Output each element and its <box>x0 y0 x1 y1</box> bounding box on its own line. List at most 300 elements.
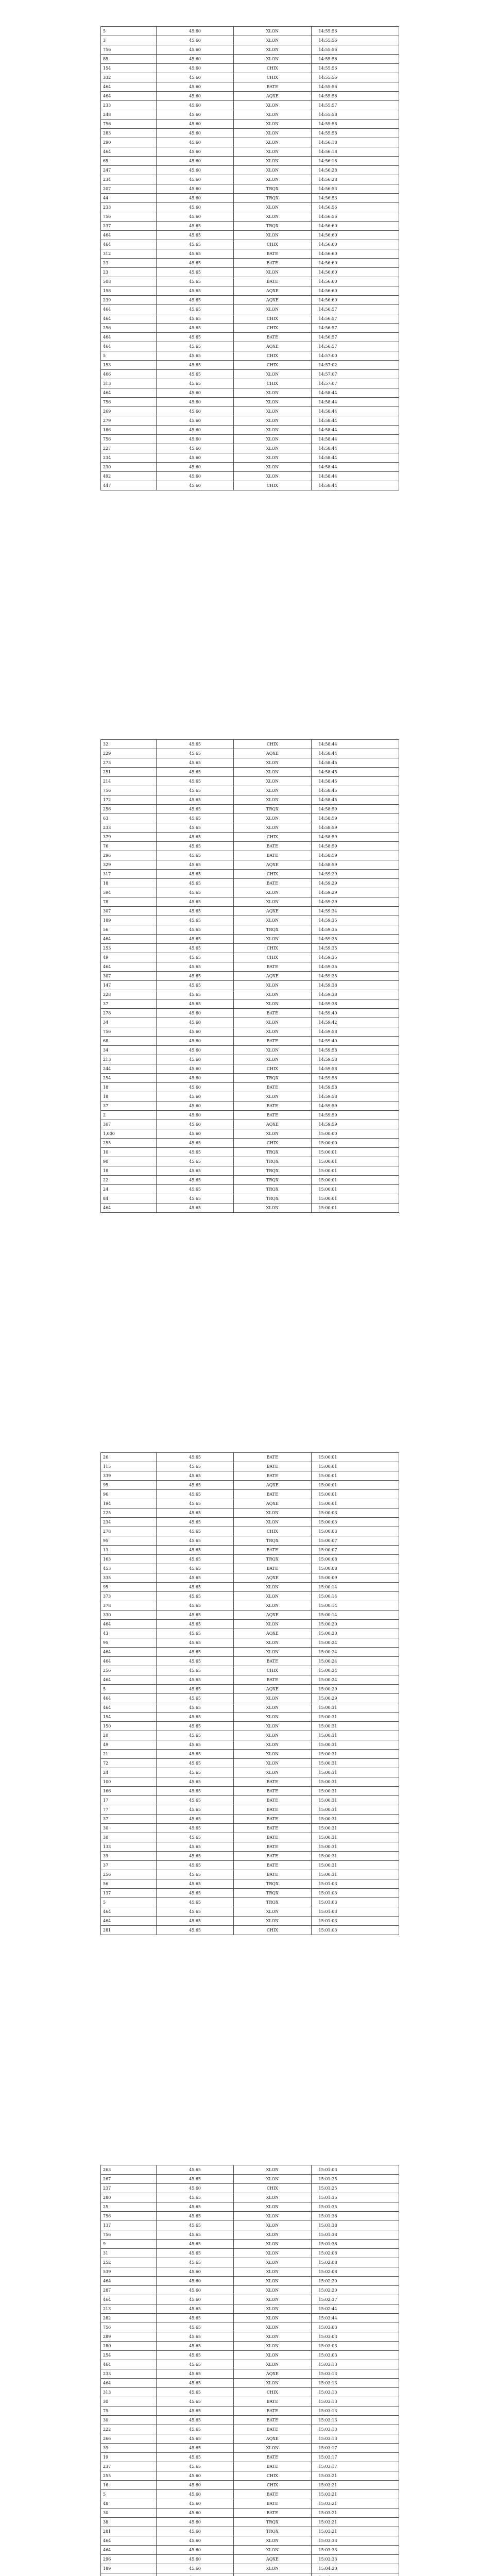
price-cell: 45.65 <box>156 2379 233 2388</box>
volume-cell: 5 <box>101 351 157 361</box>
volume-cell: 330 <box>101 1611 157 1620</box>
volume-cell: 256 <box>101 805 157 814</box>
venue-cell: TRQX <box>234 1148 311 1157</box>
table-row <box>101 1194 399 1204</box>
price-cell: 45.65 <box>156 1148 233 1157</box>
price-cell: 45.65 <box>156 259 233 268</box>
venue-cell: XLON <box>234 1204 311 1213</box>
volume-cell: 453 <box>101 1564 157 1573</box>
venue-cell: XLON <box>234 2379 311 2388</box>
table-row <box>101 314 399 324</box>
table-row <box>101 453 399 463</box>
volume-cell: 189 <box>101 2564 157 2573</box>
table-row <box>101 2490 399 2499</box>
time-cell: 14:58:44 <box>311 740 399 749</box>
venue-cell: BATE <box>234 1101 311 1111</box>
venue-cell: XLON <box>234 2258 311 2267</box>
volume-cell: 464 <box>101 240 157 249</box>
volume-cell: 263 <box>101 2165 157 2175</box>
venue-cell: XLON <box>234 2165 311 2175</box>
venue-cell: BATE <box>234 1453 311 1462</box>
time-cell: 15:00:29 <box>311 1694 399 1703</box>
table-row <box>101 407 399 416</box>
volume-cell: 756 <box>101 212 157 222</box>
venue-cell: CHIX <box>234 2471 311 2481</box>
table-row <box>101 981 399 990</box>
venue-cell: XLON <box>234 2314 311 2323</box>
venue-cell: XLON <box>234 444 311 453</box>
volume-cell: 49 <box>101 953 157 962</box>
time-cell: 14:58:44 <box>311 407 399 416</box>
time-cell: 15:02:08 <box>311 2267 399 2277</box>
venue-cell: CHIX <box>234 1666 311 1675</box>
time-cell: 15:01:03 <box>311 2165 399 2175</box>
price-cell: 45.65 <box>156 907 233 916</box>
venue-cell: TRQX <box>234 1194 311 1204</box>
time-cell: 15:02:08 <box>311 2249 399 2258</box>
venue-cell: XLON <box>234 777 311 786</box>
price-cell: 45.65 <box>156 1889 233 1898</box>
table-row <box>101 1592 399 1601</box>
volume-cell: 464 <box>101 305 157 314</box>
venue-cell: AQXE <box>234 1611 311 1620</box>
volume-cell: 37 <box>101 1861 157 1870</box>
venue-cell: XLON <box>234 157 311 166</box>
time-cell: 15:00:08 <box>311 1555 399 1564</box>
time-cell: 15:00:01 <box>311 1453 399 1462</box>
venue-cell: XLON <box>234 1722 311 1731</box>
table-row <box>101 1768 399 1777</box>
trade-table-page-2 <box>100 739 399 1213</box>
table-row <box>101 1527 399 1536</box>
venue-cell: CHIX <box>234 1527 311 1536</box>
volume-cell: 95 <box>101 1583 157 1592</box>
time-cell: 14:56:60 <box>311 240 399 249</box>
venue-cell: CHIX <box>234 361 311 370</box>
volume-cell: 756 <box>101 398 157 407</box>
price-cell: 45.65 <box>156 296 233 305</box>
table-row <box>101 370 399 379</box>
venue-cell: TRQX <box>234 1176 311 1185</box>
volume-cell: 229 <box>101 749 157 758</box>
price-cell: 45.65 <box>156 1499 233 1509</box>
time-cell: 15:01:38 <box>311 2230 399 2240</box>
venue-cell: BATE <box>234 1657 311 1666</box>
price-cell: 45.60 <box>156 2184 233 2193</box>
price-cell: 45.65 <box>156 1509 233 1518</box>
table-row <box>101 2379 399 2388</box>
venue-cell: XLON <box>234 36 311 45</box>
price-cell: 45.65 <box>156 2444 233 2453</box>
venue-cell: AQXE <box>234 1499 311 1509</box>
time-cell: 14:58:44 <box>311 749 399 758</box>
time-cell: 15:00:31 <box>311 1703 399 1713</box>
time-cell: 15:01:03 <box>311 1898 399 1907</box>
venue-cell: CHIX <box>234 944 311 953</box>
time-cell: 15:03:13 <box>311 2416 399 2425</box>
table-row <box>101 45 399 55</box>
time-cell: 14:56:60 <box>311 286 399 296</box>
price-cell: 45.60 <box>156 2471 233 2481</box>
time-cell: 15:03:13 <box>311 2388 399 2397</box>
table-row <box>101 1648 399 1657</box>
volume-cell: 464 <box>101 1675 157 1685</box>
table-row <box>101 999 399 1009</box>
venue-cell: AQXE <box>234 749 311 758</box>
time-cell: 15:03:21 <box>311 2509 399 2518</box>
time-cell: 15:00:31 <box>311 1777 399 1787</box>
volume-cell: 77 <box>101 1805 157 1815</box>
table-row <box>101 1870 399 1879</box>
trade-table <box>100 1452 399 1935</box>
venue-cell: CHIX <box>234 1139 311 1148</box>
time-cell: 14:55:58 <box>311 120 399 129</box>
venue-cell: AQXE <box>234 1573 311 1583</box>
time-cell: 14:59:59 <box>311 1101 399 1111</box>
time-cell: 15:00:31 <box>311 1740 399 1750</box>
price-cell: 45.60 <box>156 426 233 435</box>
venue-cell: AQXE <box>234 1629 311 1638</box>
time-cell: 14:58:59 <box>311 823 399 833</box>
table-row <box>101 472 399 481</box>
volume-cell: 30 <box>101 2416 157 2425</box>
price-cell: 45.60 <box>156 27 233 36</box>
venue-cell: AQXE <box>234 2369 311 2379</box>
price-cell: 45.60 <box>156 1120 233 1129</box>
volume-cell: 464 <box>101 1204 157 1213</box>
time-cell: 14:55:56 <box>311 73 399 82</box>
venue-cell: CHIX <box>234 351 311 361</box>
time-cell: 15:00:31 <box>311 1870 399 1879</box>
volume-cell: 248 <box>101 110 157 120</box>
table-row <box>101 166 399 175</box>
table-row <box>101 249 399 259</box>
table-row <box>101 268 399 277</box>
volume-cell: 154 <box>101 1713 157 1722</box>
table-row <box>101 1713 399 1722</box>
time-cell: 15:00:31 <box>311 1796 399 1805</box>
table-row <box>101 110 399 120</box>
price-cell: 45.65 <box>156 1601 233 1611</box>
volume-cell: 464 <box>101 1694 157 1703</box>
venue-cell: XLON <box>234 1703 311 1713</box>
table-row <box>101 1092 399 1101</box>
price-cell: 45.65 <box>156 314 233 324</box>
venue-cell: BATE <box>234 1675 311 1685</box>
venue-cell: CHIX <box>234 2388 311 2397</box>
table-row <box>101 1583 399 1592</box>
table-row <box>101 842 399 851</box>
table-row <box>101 1536 399 1546</box>
price-cell: 45.65 <box>156 1917 233 1926</box>
table-row <box>101 231 399 240</box>
price-cell: 45.65 <box>156 1194 233 1204</box>
volume-cell: 237 <box>101 222 157 231</box>
volume-cell: 335 <box>101 1573 157 1583</box>
venue-cell: XLON <box>234 1601 311 1611</box>
volume-cell: 253 <box>101 944 157 953</box>
time-cell: 15:00:31 <box>311 1815 399 1824</box>
venue-cell: BATE <box>234 1824 311 1833</box>
price-cell: 45.65 <box>156 981 233 990</box>
table-row <box>101 1101 399 1111</box>
table-row <box>101 388 399 398</box>
price-cell: 45.60 <box>156 1064 233 1074</box>
time-cell: 15:00:08 <box>311 1564 399 1573</box>
venue-cell: XLON <box>234 110 311 120</box>
venue-cell: BATE <box>234 1777 311 1787</box>
volume-cell: 34 <box>101 1046 157 1055</box>
time-cell <box>311 2573 399 2576</box>
venue-cell: XLON <box>234 388 311 398</box>
volume-cell: 186 <box>101 426 157 435</box>
venue-cell: XLON <box>234 2546 311 2555</box>
price-cell: 45.65 <box>156 2304 233 2314</box>
price-cell: 45.60 <box>156 175 233 184</box>
venue-cell: XLON <box>234 1509 311 1518</box>
time-cell: 14:59:35 <box>311 962 399 972</box>
volume-cell: 237 <box>101 2184 157 2193</box>
table-row <box>101 2444 399 2453</box>
time-cell: 14:58:45 <box>311 758 399 768</box>
time-cell: 15:00:03 <box>311 1527 399 1536</box>
price-cell: 45.65 <box>156 972 233 981</box>
price-cell: 45.65 <box>156 2230 233 2240</box>
table-row <box>101 1185 399 1194</box>
volume-cell: 154 <box>101 64 157 73</box>
table-row <box>101 2406 399 2416</box>
venue-cell: XLON <box>234 305 311 314</box>
table-row <box>101 851 399 860</box>
table-row <box>101 1148 399 1157</box>
volume-cell: 307 <box>101 907 157 916</box>
venue-cell: BATE <box>234 2406 311 2416</box>
volume-cell: 233 <box>101 101 157 110</box>
time-cell: 14:59:40 <box>311 1037 399 1046</box>
venue-cell: BATE <box>234 1490 311 1499</box>
time-cell: 15:04:20 <box>311 2564 399 2573</box>
time-cell: 15:00:24 <box>311 1648 399 1657</box>
volume-cell: 279 <box>101 416 157 426</box>
time-cell: 15:01:03 <box>311 1926 399 1935</box>
time-cell: 15:00:01 <box>311 1166 399 1176</box>
table-row <box>101 2564 399 2573</box>
price-cell: 45.65 <box>156 333 233 342</box>
volume-cell: 163 <box>101 1555 157 1564</box>
venue-cell: XLON <box>234 758 311 768</box>
time-cell: 14:58:59 <box>311 842 399 851</box>
table-row <box>101 879 399 888</box>
table-row <box>101 1046 399 1055</box>
volume-cell: 756 <box>101 2230 157 2240</box>
time-cell: 15:00:24 <box>311 1657 399 1666</box>
price-cell: 45.65 <box>156 786 233 795</box>
price-cell: 45.60 <box>156 1027 233 1037</box>
time-cell: 15:00:01 <box>311 1499 399 1509</box>
venue-cell: XLON <box>234 2564 311 2573</box>
table-row <box>101 786 399 795</box>
volume-cell: 227 <box>101 444 157 453</box>
price-cell: 45.65 <box>156 240 233 249</box>
volume-cell: 10 <box>101 1148 157 1157</box>
price-cell: 45.65 <box>156 2416 233 2425</box>
price-cell: 45.60 <box>156 453 233 463</box>
time-cell: 15:00:31 <box>311 1824 399 1833</box>
price-cell: 45.60 <box>156 203 233 212</box>
volume-cell: 19 <box>101 2453 157 2462</box>
price-cell: 45.60 <box>156 120 233 129</box>
venue-cell: XLON <box>234 463 311 472</box>
venue-cell: XLON <box>234 981 311 990</box>
price-cell: 45.65 <box>156 1620 233 1629</box>
time-cell: 14:59:58 <box>311 1074 399 1083</box>
volume-cell: 256 <box>101 1666 157 1675</box>
time-cell: 15:02:08 <box>311 2258 399 2267</box>
table-row <box>101 2351 399 2360</box>
table-row <box>101 2555 399 2564</box>
volume-cell: 339 <box>101 1471 157 1481</box>
venue-cell: XLON <box>234 472 311 481</box>
time-cell: 15:03:13 <box>311 2360 399 2369</box>
table-row <box>101 2342 399 2351</box>
venue-cell: BATE <box>234 1546 311 1555</box>
volume-cell: 254 <box>101 1074 157 1083</box>
price-cell: 45.65 <box>156 1583 233 1592</box>
table-row <box>101 944 399 953</box>
time-cell: 15:00:31 <box>311 1842 399 1852</box>
volume-cell: 5 <box>101 27 157 36</box>
venue-cell: BATE <box>234 842 311 851</box>
volume-cell: 464 <box>101 1648 157 1657</box>
table-row <box>101 92 399 101</box>
venue-cell: BATE <box>234 1796 311 1805</box>
venue-cell: BATE <box>234 2499 311 2509</box>
venue-cell: BATE <box>234 2425 311 2434</box>
venue-cell: XLON <box>234 2342 311 2351</box>
table-row <box>101 758 399 768</box>
time-cell: 15:00:03 <box>311 1509 399 1518</box>
volume-cell: 49 <box>101 1740 157 1750</box>
time-cell: 15:03:17 <box>311 2444 399 2453</box>
volume-cell: 9 <box>101 2240 157 2249</box>
price-cell: 45.65 <box>156 379 233 388</box>
table-row <box>101 333 399 342</box>
price-cell: 45.60 <box>156 1101 233 1111</box>
table-row <box>101 990 399 999</box>
table-row <box>101 2267 399 2277</box>
table-row <box>101 795 399 805</box>
trade-table <box>100 2165 399 2576</box>
venue-cell: XLON <box>234 897 311 907</box>
volume-cell: 233 <box>101 2369 157 2379</box>
venue-cell: BATE <box>234 962 311 972</box>
time-cell: 14:58:44 <box>311 416 399 426</box>
volume-cell: 508 <box>101 277 157 286</box>
table-row <box>101 1027 399 1037</box>
trade-table-page-4 <box>100 2165 399 2576</box>
venue-cell: BATE <box>234 1842 311 1852</box>
price-cell: 45.65 <box>156 879 233 888</box>
volume-cell: 464 <box>101 147 157 157</box>
price-cell: 45.65 <box>156 249 233 259</box>
venue-cell: XLON <box>234 45 311 55</box>
price-cell: 45.65 <box>156 1611 233 1620</box>
time-cell: 15:03:33 <box>311 2546 399 2555</box>
table-row <box>101 1157 399 1166</box>
venue-cell: BATE <box>234 1111 311 1120</box>
venue-cell: BATE <box>234 2416 311 2425</box>
volume-cell: 37 <box>101 999 157 1009</box>
time-cell: 14:55:58 <box>311 110 399 120</box>
price-cell: 45.60 <box>156 184 233 194</box>
volume-cell: 23 <box>101 268 157 277</box>
time-cell: 14:58:59 <box>311 860 399 870</box>
price-cell: 45.65 <box>156 1666 233 1675</box>
volume-cell: 273 <box>101 758 157 768</box>
table-row <box>101 1694 399 1703</box>
time-cell: 14:59:35 <box>311 935 399 944</box>
price-cell: 45.60 <box>156 2509 233 2518</box>
price-cell: 45.60 <box>156 157 233 166</box>
table-row <box>101 1861 399 1870</box>
price-cell: 45.65 <box>156 1157 233 1166</box>
time-cell: 14:58:44 <box>311 426 399 435</box>
price-cell: 45.60 <box>156 435 233 444</box>
venue-cell: CHIX <box>234 73 311 82</box>
venue-cell: BATE <box>234 1083 311 1092</box>
time-cell: 15:00:01 <box>311 1462 399 1471</box>
time-cell: 15:03:13 <box>311 2397 399 2406</box>
table-row <box>101 2314 399 2323</box>
time-cell: 15:02:20 <box>311 2286 399 2295</box>
price-cell: 45.60 <box>156 2536 233 2546</box>
table-row <box>101 1064 399 1074</box>
table-row <box>101 888 399 897</box>
time-cell: 14:55:56 <box>311 36 399 45</box>
table-row <box>101 324 399 333</box>
venue-cell: CHIX <box>234 2481 311 2490</box>
price-cell: 45.65 <box>156 1815 233 1824</box>
venue-cell: XLON <box>234 1768 311 1777</box>
venue-cell: CHIX <box>234 64 311 73</box>
time-cell: 15:00:31 <box>311 1805 399 1815</box>
time-cell: 14:58:44 <box>311 435 399 444</box>
time-cell: 14:58:44 <box>311 398 399 407</box>
table-row <box>101 1638 399 1648</box>
price-cell: 45.65 <box>156 2369 233 2379</box>
time-cell: 15:00:07 <box>311 1536 399 1546</box>
table-row <box>101 897 399 907</box>
table-row <box>101 1824 399 1833</box>
price-cell: 45.65 <box>156 1722 233 1731</box>
table-row <box>101 805 399 814</box>
time-cell: 15:01:03 <box>311 1917 399 1926</box>
volume-cell: 213 <box>101 2304 157 2314</box>
table-row <box>101 2509 399 2518</box>
volume-cell: 312 <box>101 249 157 259</box>
time-cell: 15:02:44 <box>311 2304 399 2314</box>
venue-cell: AQXE <box>234 907 311 916</box>
price-cell: 45.65 <box>156 1675 233 1685</box>
venue-cell: AQXE <box>234 1120 311 1129</box>
venue-cell: XLON <box>234 888 311 897</box>
table-row <box>101 212 399 222</box>
volume-cell: 5 <box>101 2490 157 2499</box>
volume-cell: 194 <box>101 1499 157 1509</box>
volume-cell: 464 <box>101 1917 157 1926</box>
time-cell: 14:56:53 <box>311 184 399 194</box>
table-row <box>101 147 399 157</box>
